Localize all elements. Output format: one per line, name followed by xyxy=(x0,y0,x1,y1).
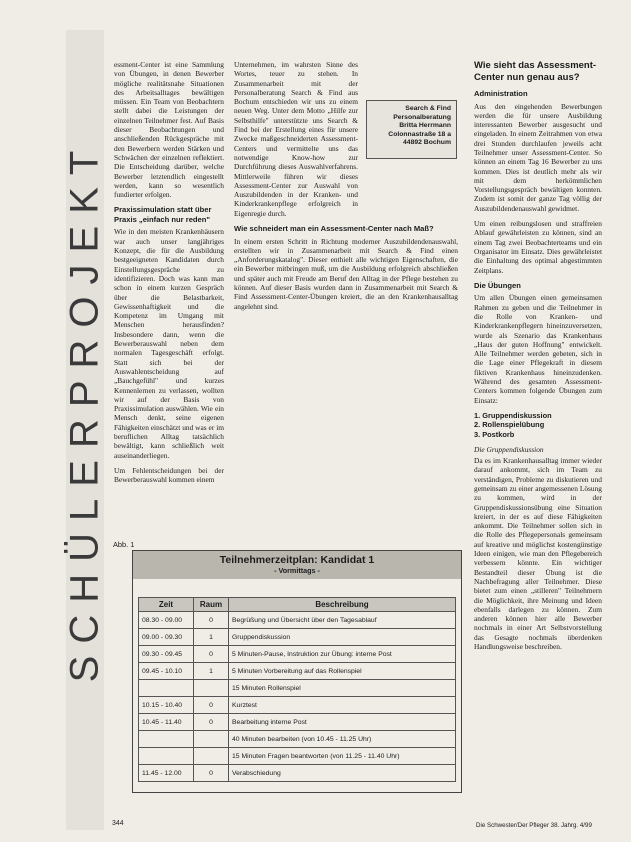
cell-time: 11.45 - 12.00 xyxy=(139,765,194,782)
col2-paragraph-1: Unternehmen, im wahrsten Sinne des Wortes, teuer zu stehen. In Zusammenarbeit mit der Personalberatung Search & Find aus Bochum entschieden wir uns zu einem neuen Weg. Unter dem Motto „Hilfe zur Selbsthilfe" unterstützte uns Search & Find bei der Erstellung eines für unsere Zwecke maßgeschneiderten Assessment-Centers und vermittelte uns das notwendige Know-how zur Durchführung dieses Auswahlverfahrens. Mittlerweile führen wir dieses Assessment-Center zur Auswahl von Auszubildenden in der Kranken- und Kinderkrankenpflege erfolgreich in Eigenregie durch. xyxy=(234,60,358,218)
table-row xyxy=(139,612,456,629)
cell-room: 0 xyxy=(194,697,229,714)
schedule-header xyxy=(133,551,461,579)
cell-room: 0 xyxy=(194,612,229,629)
exercise-list-item: 3. Postkorb xyxy=(474,429,515,439)
cell-time: 09.45 - 10.10 xyxy=(139,663,194,680)
contact-street: Colonnastraße 18 a xyxy=(388,130,451,138)
cell-time xyxy=(139,680,194,697)
exercise-list-item: 1. Gruppendiskussion xyxy=(474,410,552,420)
contact-type: Personalberatung xyxy=(393,113,451,121)
page-number: 344 xyxy=(112,820,124,827)
table-row xyxy=(139,748,456,765)
table-row xyxy=(139,714,456,731)
col1-paragraph-2: Wie in den meisten Krankenhäusern war auch unser langjähriges Konzept, die für die Ausbildung bestgeeigneten Kandidaten durch Einstellungsgespräche zu identifizieren. Doch was kann man schon in einem kurzen Gespräch über die Belastbarkeit, Gewissenhaftigkeit und die Kompetenz im Umgang mit Menschen herausfinden? Insbesondere dann, wenn die Bewerberauswahl neben dem normalen Tagesgeschäft erfolgt. Statt sich bei der Auswahlentscheidung auf „Bauchgefühl" und kurzes Kennenlernen zu verlassen, wollten wir auf der Basis von Praxissimulation auswählen. Wie ein Mensch denkt, seine eigenen Fähigkeiten einschätzt und was er im beruflichen Alltag tatsächlich bewältigt, kann schließlich weit auseinanderliegen. xyxy=(114,227,224,460)
table-row xyxy=(139,629,456,646)
col2-heading-massschneidern: Wie schneidert man ein Assessment-Center nach Maß? xyxy=(234,224,434,234)
cell-time: 09.30 - 09.45 xyxy=(139,646,194,663)
col3-paragraph-4: Da es im Krankenhausalltag immer wieder darauf ankommt, sich im Team zu verständigen, Probleme zu diskutieren und gemeinsam zu einer angemessenen Lösung zu kommen, wird in der Gruppendiskussionsübung eine Situation kreiert, in der es auf diese Fähigkeiten ankommt. Die Teilnehmer sollen sich in die Rolle des Pflegepersonals gemeinsam auf kreative und möglichst kostengünstige Ideen einigen, wie man den Pflegebereich verbessern könnte. Ein wichtiger Bestandteil dieser Übung ist die Nachbefragung aller Teilnehmer. Diese bietet zum einen „stilleren" Teilnehmern die Möglichkeit, ihre Meinung und Ideen ebenfalls darlegen zu können. Zum anderen können hier alle Bewerber nochmals in einer Art Selbstvorstellung das Gesagte nochmals überdenken Handlungsweise beschreiben. xyxy=(474,456,602,652)
cell-room: 0 xyxy=(194,714,229,731)
cell-time: 10.45 - 11.40 xyxy=(139,714,194,731)
table-row xyxy=(139,663,456,680)
cell-room xyxy=(194,680,229,697)
article-column-1 xyxy=(114,60,224,530)
table-row xyxy=(139,646,456,663)
cell-description: 40 Minuten bearbeiten (von 10.45 - 11.25 Uhr) xyxy=(229,731,456,748)
table-row xyxy=(139,731,456,748)
schedule-subtitle: - Vormittags - xyxy=(274,566,320,575)
vertical-title-text: SCHÜLERPROJEKT xyxy=(62,138,107,682)
cell-time xyxy=(139,731,194,748)
schedule-figure xyxy=(132,550,462,793)
cell-time: 08.30 - 09.00 xyxy=(139,612,194,629)
exercise-list xyxy=(474,411,602,439)
col1-paragraph-3: Um Fehlentscheidungen bei der Bewerberauswahl kommen einem xyxy=(114,465,224,485)
col1-paragraph-1: essment-Center ist eine Sammlung von Übungen, in denen Bewerber mögliche realitätsnahe Situationen des Arbeitsalltages bewältigen müssen. Ein Team von Beobachtern stellt dabei die Leistungen der einzelnen Teilnehmer fest. Auf Basis dieser Beobachtungen und anschließenden Rückgespräche mit den Bewerbern werden Stärken und Schwächen der einzelnen reflektiert. Die Entscheidung darüber, welche Bewerber letztendlich eingestellt werden, kann so wesentlich fundierter erfolgen. xyxy=(114,60,224,200)
col2-top-text xyxy=(234,60,358,218)
col3-heading-administration: Administration xyxy=(474,89,528,98)
column-header-raum: Raum xyxy=(194,598,229,612)
cell-description: 15 Minuten Rollenspiel xyxy=(229,680,456,697)
cell-time: 10.15 - 10.40 xyxy=(139,697,194,714)
column-header-beschreibung: Beschreibung xyxy=(229,598,456,612)
cell-room xyxy=(194,731,229,748)
col3-paragraph-1: Aus den eingehenden Bewerbungen werden die für unsere Ausbildung interessanten Bewerber ausgesucht und eingeladen. In einem Zeitrahmen von etwa drei Stunden durchlaufen jeweils acht Teilnehmer unser Assessment-Center. So können an einem Tag 16 Bewerber zu uns kommen. Dies ist deutlich mehr als wir mit dem herkömmlichen Vorstellungsgespräch bewältigen konnten. Zudem ist somit der ganze Tag völlig der Auszubildendenauswahl gewidmet. xyxy=(474,101,602,213)
journal-footer: Die Schwester/Der Pfleger 38. Jahrg. 4/99 xyxy=(476,822,592,829)
cell-room xyxy=(194,748,229,765)
table-row xyxy=(139,680,456,697)
column-header-zeit: Zeit xyxy=(139,598,194,612)
cell-description: 5 Minuten-Pause, Instruktion zur Übung: interne Post xyxy=(229,646,456,663)
col3-paragraph-3: Um allen Übungen einen gemeinsamen Rahmen zu geben und die Teilnehmer in die Rolle von Kranken- und Kinderkrankenpflegern hineinzuversetzen, wurde als Szenario das Krankenhaus „Haus der guten Hoffnung" entwickelt. Alle Teilnehmer werden gebeten, sich in die Lage einer Pflegekraft in diesem fiktiven Krankenhaus hineinzudenken. Während des gesamten Assessment-Centers kommen folgende Übungen zum Einsatz: xyxy=(474,293,602,405)
col1-heading-praxissimulation: Praxissimulation statt über Praxis „einfach nur reden" xyxy=(114,205,212,224)
table-row xyxy=(139,697,456,714)
col3-heading-gruppendiskussion: Die Gruppendiskussion xyxy=(474,444,544,454)
cell-time xyxy=(139,748,194,765)
schedule-table xyxy=(138,597,456,782)
cell-time: 09.00 - 09.30 xyxy=(139,629,194,646)
col3-heading-uebungen: Die Übungen xyxy=(474,280,521,290)
cell-room: 1 xyxy=(194,663,229,680)
table-row xyxy=(139,765,456,782)
col3-main-heading: Wie sieht das Assessment-Center nun genau aus? xyxy=(474,60,597,83)
col2-paragraph-2: In einem ersten Schritt in Richtung moderner Auszubildendenauswahl, erstellten wir in Zusammenarbeit mit Search & Find einen „Anforderungskatalog". Dieser enthielt alle wichtigen Eigenschaften, die ein Bewerber mitbringen muß, um die Ausbildung erfolgreich abschließen und später auch mit Freude am Beruf den Alltag in der Pflege bestehen zu können. Auf dieser Basis wurden dann in Zusammenarbeit mit Search & Find Assessment-Center-Übungen kreiert, die an den Krankenhausalltag angelehnt sind. xyxy=(234,236,458,311)
schedule-title: Teilnehmerzeitplan: Kandidat 1 xyxy=(219,554,375,566)
exercise-list-item: 2. Rollenspielübung xyxy=(474,420,545,430)
schedule-header-row xyxy=(139,598,456,612)
contact-box xyxy=(366,100,457,159)
cell-description: Bearbeitung interne Post xyxy=(229,714,456,731)
contact-city: 44892 Bochum xyxy=(403,139,451,146)
cell-description: 15 Minuten Fragen beantworten (von 11.25 - 11.40 Uhr) xyxy=(229,748,456,765)
cell-room: 0 xyxy=(194,646,229,663)
figure-label: Abb. 1 xyxy=(113,540,135,549)
cell-room: 1 xyxy=(194,629,229,646)
cell-description: Gruppendiskussion xyxy=(229,629,456,646)
article-column-3 xyxy=(474,60,602,820)
cell-room: 0 xyxy=(194,765,229,782)
col3-paragraph-2: Um einen reibungslosen und straffreien Ablauf gewährleisten zu können, sind an einem Tag zwei Beobachterteams und ein Organisator im Einsatz. Dies gewährleistet die Einhaltung des optimal abgestimmten Zeitplans. xyxy=(474,219,602,275)
cell-description: Begrüßung und Übersicht über den Tagesablauf xyxy=(229,612,456,629)
contact-company: Search & Find xyxy=(405,105,451,112)
cell-description: Verabschiedung xyxy=(229,765,456,782)
cell-description: 5 Minuten Vorbereitung auf das Rollenspiel xyxy=(229,663,456,680)
vertical-section-title xyxy=(62,30,107,790)
cell-description: Kurztest xyxy=(229,697,456,714)
contact-person: Britta Herrmann xyxy=(399,122,451,129)
